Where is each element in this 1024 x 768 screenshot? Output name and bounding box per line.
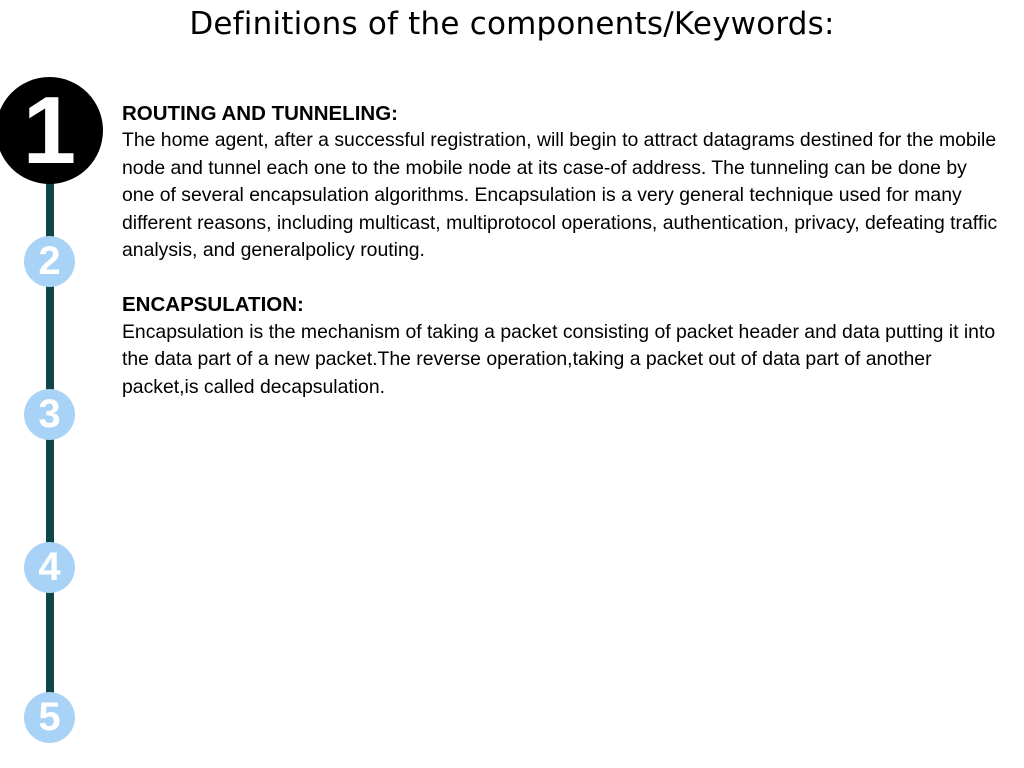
section-encapsulation [122,291,1002,401]
timeline-step-1-active[interactable]: 1 [0,77,103,184]
timeline-step-3[interactable]: 3 [24,389,75,440]
content-area [122,100,1002,401]
timeline-step-2[interactable]: 2 [24,236,75,287]
slide-title: Definitions of the components/Keywords: [189,6,835,42]
section-body: The home agent, after a successful registration, will begin to attract datagrams destined for the mobile node and tunnel each one to the mobile node at its case-of address. The tunneling can be done by one of several encapsulation algorithms. Encapsulation is a very general technique used for many different reasons, including multicast, multiprotocol operations, authentication, privacy, defeating traffic analysis, and generalpolicy routing. [122,129,998,262]
section-heading: ROUTING AND TUNNELING: [122,102,398,125]
timeline-step-4[interactable]: 4 [24,542,75,593]
section-spacer [122,264,1002,291]
section-body: Encapsulation is the mechanism of taking a packet consisting of packet header and data putting it into the data part of a new packet.The reverse operation,taking a packet out of data part of another packet,is called decapsulation. [122,320,996,398]
section-heading: ENCAPSULATION: [122,293,304,317]
timeline-step-5[interactable]: 5 [24,692,75,743]
section-routing-and-tunneling [122,100,1002,264]
